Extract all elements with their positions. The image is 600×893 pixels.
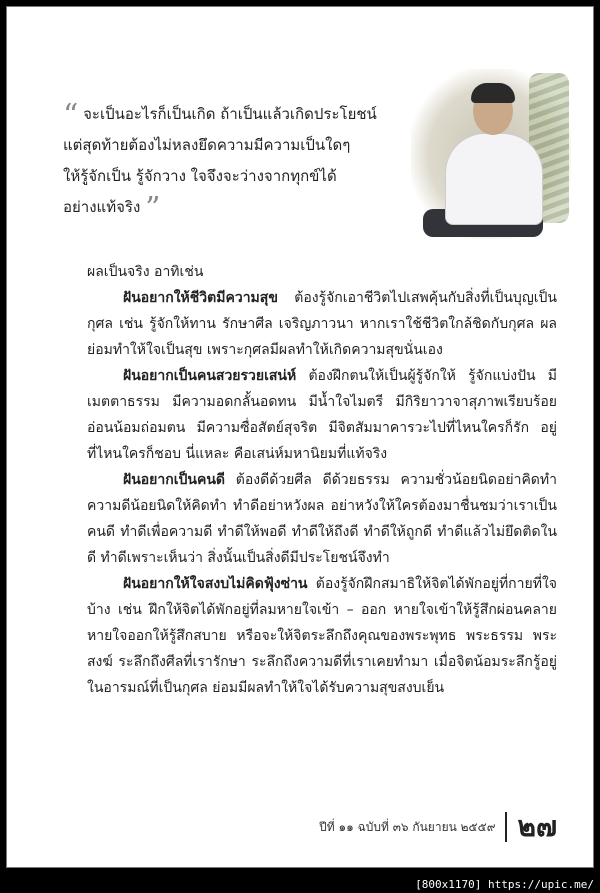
image-host-watermark: [800x1170] https://upic.me/ bbox=[415, 878, 594, 891]
article-body bbox=[87, 259, 557, 701]
quote-line: ให้รู้จักเป็น รู้จักวาง ใจจึงจะว่างจากทุกข์ได้ bbox=[63, 167, 337, 185]
quote-line: “ จะเป็นอะไรก็เป็นเกิด ถ้าเป็นแล้วเกิดประโยชน์ bbox=[63, 98, 377, 133]
page-footer bbox=[319, 807, 557, 847]
paragraph-charming: ฝันอยากเป็นคนสวยรวยเสน่ห์ ต้องฝึกตนให้เป็นผู้รู้จักให้ รู้จักแบ่งปัน มีเมตตาธรรม มีความอดกลั้นอดทน มีน้ำใจไมตรี มีกิริยาวาจาสุภาพเรียบร้อย อ่อนน้อมถ่อมตน มีความซื่อสัตย์สุจริต มีจิตสัมมาคารวะไปที่ไหนใครก็รัก อยู่ที่ไหนใครก็ชอบ นี่แหละ คือเสน่ห์มหานิยมที่แท้จริง bbox=[87, 368, 557, 462]
issue-info: ปีที่ ๑๑ ฉบับที่ ๓๖ กันยายน ๒๕๕๙ bbox=[319, 819, 496, 834]
page-number: ๒๗ bbox=[517, 810, 557, 843]
intro-line: ผลเป็นจริง อาทิเช่น bbox=[87, 264, 204, 280]
magazine-page bbox=[6, 6, 594, 868]
paragraph-heading: ฝันอยากให้ใจสงบไม่คิดฟุ้งซ่าน bbox=[123, 576, 308, 592]
paragraph-peaceful-mind: ฝันอยากให้ใจสงบไม่คิดฟุ้งซ่าน ต้องรู้จักฝึกสมาธิให้จิตได้พักอยู่ที่กายที่ใจบ้าง เช่น ฝึกให้จิตได้พักอยู่ที่ลมหายใจเข้า – ออก หายใจเข้าให้รู้สึกผ่อนคลาย หายใจออกให้รู้สึกสบาย หรือจะให้จิตระลึกถึงคุณของพระพุทธ พระธรรม พระสงฆ์ ระลึกถึงศีลที่เรารักษา ระลึกถึงความดีที่เราเคยทำมา เมื่อจิตน้อมระลึกรู้อยู่ในอารมณ์ที่เป็นกุศล ย่อมมีผลทำให้ใจได้รับความสุขสงบเย็น bbox=[87, 576, 557, 696]
photo-figure-shirt bbox=[445, 133, 543, 225]
author-photo bbox=[411, 69, 571, 239]
open-quote-mark: “ bbox=[63, 98, 79, 133]
paragraph-heading: ฝันอยากให้ชีวิตมีความสุข bbox=[123, 290, 278, 306]
paragraph-happy-life: ฝันอยากให้ชีวิตมีความสุข ต้องรู้จักเอาชีวิตไปเสพคุ้นกับสิ่งที่เป็นบุญเป็นกุศล เช่น รู้จักให้ทาน รักษาศีล เจริญภาวนา หากเราใช้ชีวิตใกล้ชิดกับกุศล ผลย่อมทำให้ใจเป็นสุข เพราะกุศลมีผลทำให้เกิดความสุขนั่นเอง bbox=[87, 290, 557, 358]
quote-line: อย่างแท้จริง ” bbox=[63, 191, 161, 226]
pull-quote bbox=[63, 98, 423, 226]
paragraph-heading: ฝันอยากเป็นคนดี bbox=[123, 472, 225, 488]
quote-line: แต่สุดท้ายต้องไม่หลงยึดความมีความเป็นใดๆ bbox=[63, 136, 351, 154]
paragraph-heading: ฝันอยากเป็นคนสวยรวยเสน่ห์ bbox=[123, 368, 297, 384]
close-quote-mark: ” bbox=[145, 191, 161, 226]
footer-divider bbox=[505, 812, 507, 842]
paragraph-good-person: ฝันอยากเป็นคนดี ต้องดีด้วยศีล ดีด้วยธรรม ความชั่วน้อยนิดอย่าคิดทำ ความดีน้อยนิดให้คิดทำ ทำดีอย่าหวังผล อย่าหวังให้ใครต้องมาชื่นชมว่าเราเป็นคนดี ทำดีเพื่อความดี ทำดีให้พอดี ทำดีให้ถึงดี ทำดีให้ถูกดี ทำดีแล้วไม่ยึดติดในดี ทำดีเพราะเห็นว่า สิ่งนั้นเป็นสิ่งดีมีประโยชน์จึงทำ bbox=[87, 472, 557, 566]
photo-figure-hair bbox=[471, 83, 515, 103]
